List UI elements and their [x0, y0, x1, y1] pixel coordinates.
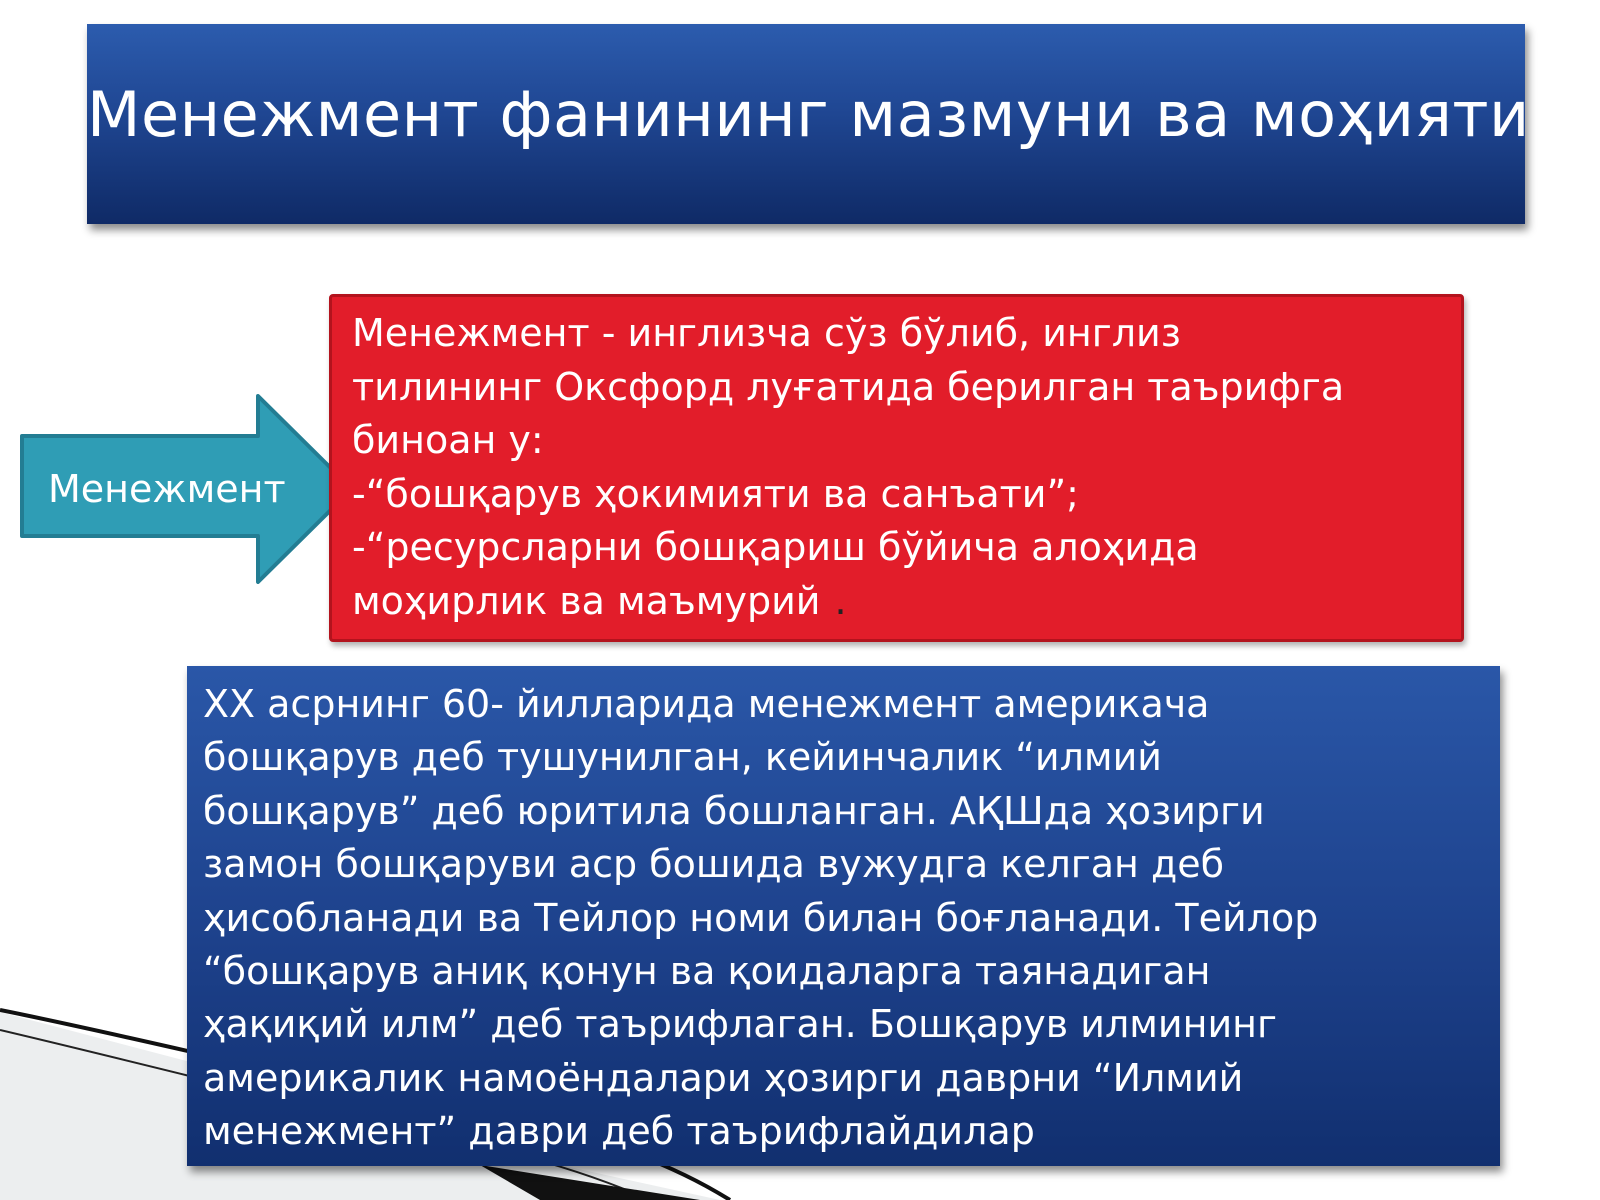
definition-line: тилининг Оксфорд луғатида берилган таърифга — [352, 364, 1345, 409]
history-box — [187, 666, 1500, 1166]
history-line: ҳақиқий илм” деб таърифлаган. Бошқарув илмининг — [203, 1002, 1277, 1047]
history-line: замон бошқаруви аср бошида вужудга келган деб — [203, 842, 1225, 887]
history-line: бошқарув деб тушунилган, кейинчалик “илмий — [203, 735, 1162, 780]
history-line: ХХ асрнинг 60- йилларида менежмент америкача — [203, 682, 1210, 726]
title-banner — [87, 24, 1530, 224]
definition-line: Менежмент - инглизча сўз бўлиб, инглиз — [352, 311, 1181, 355]
definition-box — [329, 294, 1464, 642]
history-line: бошқарув” деб юритила бошланган. АҚШда ҳозирги — [203, 788, 1265, 833]
trailing-dot: . — [834, 578, 847, 623]
definition-line: биноан у: — [352, 418, 544, 462]
definition-line: -“ресурсларни бошқариш бўйича алоҳида — [352, 525, 1199, 569]
history-line: америкалик намоёндалари ҳозирги даврни “Илмий — [203, 1055, 1244, 1100]
slide-title: Менежмент фанининг мазмуни ва моҳияти — [87, 78, 1530, 151]
history-line: “бошқарув аниқ қонун ва қоидаларга таянадиган — [203, 949, 1211, 994]
arrow-label: Менежмент — [48, 467, 286, 511]
definition-line: -“бошқарув ҳокимияти ва санъати”; — [352, 471, 1079, 516]
history-line: ҳисобланади ва Тейлор номи билан боғланади. Тейлор — [203, 895, 1319, 940]
definition-line-last — [352, 575, 1443, 629]
history-line: менежмент” даври деб таърифлайдилар — [203, 1109, 1035, 1154]
definition-line-text: моҳирлик ва маъмурий — [352, 578, 821, 623]
